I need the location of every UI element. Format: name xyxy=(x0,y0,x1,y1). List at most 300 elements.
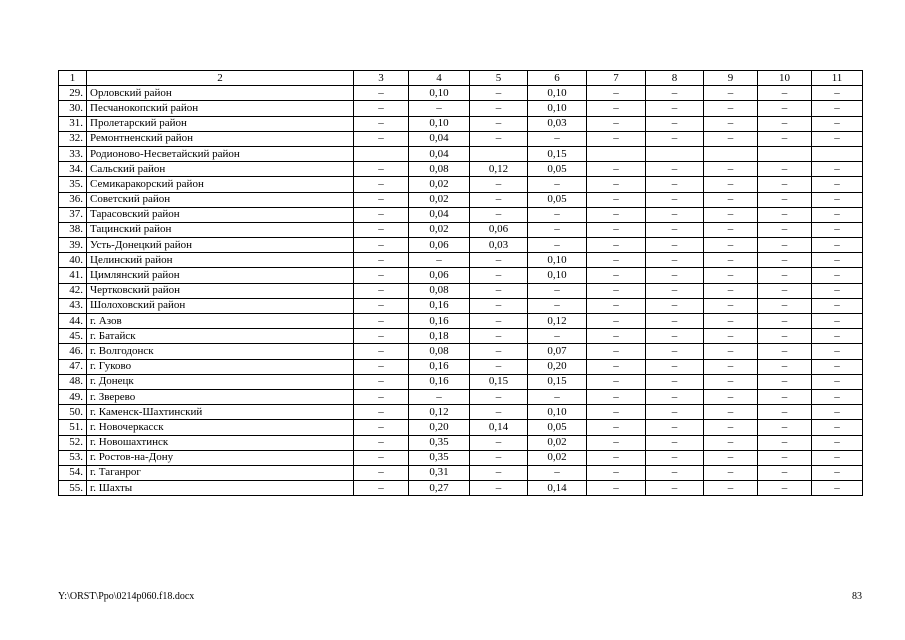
value-cell: – xyxy=(587,450,646,465)
value-cell: – xyxy=(587,283,646,298)
row-number-cell: 37. xyxy=(59,207,87,222)
territory-name-cell: Усть-Донецкий район xyxy=(87,238,354,253)
value-cell: – xyxy=(758,314,812,329)
value-cell: – xyxy=(758,374,812,389)
value-cell: 0,06 xyxy=(470,222,528,237)
territory-name-cell: г. Зверево xyxy=(87,389,354,404)
row-number-cell: 50. xyxy=(59,405,87,420)
value-cell xyxy=(587,146,646,161)
row-number-cell: 46. xyxy=(59,344,87,359)
value-cell: 0,02 xyxy=(409,192,470,207)
value-cell: – xyxy=(812,420,863,435)
value-cell: 0,05 xyxy=(528,162,587,177)
value-cell: – xyxy=(354,177,409,192)
value-cell: – xyxy=(812,405,863,420)
value-cell: 0,35 xyxy=(409,435,470,450)
table-row xyxy=(59,374,863,389)
value-cell: – xyxy=(812,192,863,207)
column-number-header: 2 xyxy=(87,71,354,86)
value-cell: – xyxy=(470,389,528,404)
value-cell: – xyxy=(704,283,758,298)
value-cell xyxy=(704,146,758,161)
table-row xyxy=(59,465,863,480)
footer-file-path: Y:\ORST\Ppo\0214p060.f18.docx xyxy=(58,591,195,602)
value-cell: 0,03 xyxy=(470,238,528,253)
value-cell: – xyxy=(587,86,646,101)
row-number-cell: 34. xyxy=(59,162,87,177)
value-cell: – xyxy=(812,450,863,465)
row-number-cell: 54. xyxy=(59,465,87,480)
value-cell: 0,14 xyxy=(470,420,528,435)
territory-name-cell: Цимлянский район xyxy=(87,268,354,283)
column-number-header: 5 xyxy=(470,71,528,86)
value-cell: – xyxy=(812,162,863,177)
row-number-cell: 38. xyxy=(59,222,87,237)
value-cell: 0,12 xyxy=(409,405,470,420)
value-cell: – xyxy=(354,420,409,435)
value-cell: – xyxy=(758,131,812,146)
value-cell: – xyxy=(354,329,409,344)
value-cell: – xyxy=(812,435,863,450)
value-cell: – xyxy=(704,329,758,344)
territory-name-cell: Чертковский район xyxy=(87,283,354,298)
value-cell: – xyxy=(758,238,812,253)
value-cell: – xyxy=(354,192,409,207)
value-cell: – xyxy=(354,253,409,268)
table-row xyxy=(59,420,863,435)
row-number-cell: 31. xyxy=(59,116,87,131)
value-cell: – xyxy=(409,101,470,116)
value-cell: – xyxy=(587,268,646,283)
value-cell: – xyxy=(646,268,704,283)
value-cell: – xyxy=(354,268,409,283)
value-cell: 0,14 xyxy=(528,481,587,496)
value-cell: – xyxy=(354,222,409,237)
value-cell: – xyxy=(758,86,812,101)
value-cell: – xyxy=(646,162,704,177)
value-cell: 0,20 xyxy=(409,420,470,435)
value-cell: – xyxy=(646,314,704,329)
row-number-cell: 52. xyxy=(59,435,87,450)
column-number-header: 4 xyxy=(409,71,470,86)
value-cell: – xyxy=(470,450,528,465)
value-cell: – xyxy=(812,465,863,480)
value-cell: – xyxy=(704,389,758,404)
table-row xyxy=(59,86,863,101)
territory-name-cell: Сальский район xyxy=(87,162,354,177)
value-cell: – xyxy=(704,207,758,222)
value-cell: – xyxy=(470,192,528,207)
value-cell: – xyxy=(354,283,409,298)
value-cell: – xyxy=(758,162,812,177)
value-cell: 0,02 xyxy=(409,222,470,237)
value-cell: – xyxy=(812,177,863,192)
value-cell: 0,06 xyxy=(409,268,470,283)
territory-name-cell: Родионово-Несветайский район xyxy=(87,146,354,161)
value-cell: 0,08 xyxy=(409,283,470,298)
value-cell: – xyxy=(704,192,758,207)
row-number-cell: 29. xyxy=(59,86,87,101)
value-cell: – xyxy=(812,131,863,146)
value-cell: – xyxy=(587,435,646,450)
territory-name-cell: г. Шахты xyxy=(87,481,354,496)
value-cell: 0,10 xyxy=(528,268,587,283)
value-cell: – xyxy=(528,238,587,253)
value-cell: – xyxy=(470,268,528,283)
column-number-header: 9 xyxy=(704,71,758,86)
value-cell: – xyxy=(587,101,646,116)
column-number-header: 11 xyxy=(812,71,863,86)
territory-name-cell: Тарасовский район xyxy=(87,207,354,222)
value-cell: 0,08 xyxy=(409,162,470,177)
table-row xyxy=(59,298,863,313)
value-cell: – xyxy=(587,131,646,146)
row-number-cell: 41. xyxy=(59,268,87,283)
value-cell: – xyxy=(354,86,409,101)
value-cell: – xyxy=(470,481,528,496)
value-cell: – xyxy=(646,465,704,480)
territory-name-cell: Пролетарский район xyxy=(87,116,354,131)
row-number-cell: 36. xyxy=(59,192,87,207)
value-cell: – xyxy=(646,374,704,389)
value-cell: – xyxy=(704,450,758,465)
table-row xyxy=(59,329,863,344)
value-cell: – xyxy=(758,116,812,131)
value-cell: 0,18 xyxy=(409,329,470,344)
value-cell: – xyxy=(704,481,758,496)
column-number-header: 1 xyxy=(59,71,87,86)
table-row xyxy=(59,101,863,116)
value-cell: 0,10 xyxy=(409,86,470,101)
column-number-header: 7 xyxy=(587,71,646,86)
value-cell: – xyxy=(587,420,646,435)
value-cell: – xyxy=(704,253,758,268)
value-cell: 0,16 xyxy=(409,314,470,329)
value-cell: – xyxy=(587,207,646,222)
value-cell: 0,05 xyxy=(528,420,587,435)
column-number-header: 10 xyxy=(758,71,812,86)
territory-name-cell: г. Гуково xyxy=(87,359,354,374)
value-cell: – xyxy=(354,374,409,389)
table-header-row xyxy=(59,71,863,86)
value-cell: – xyxy=(812,268,863,283)
value-cell: – xyxy=(704,314,758,329)
value-cell: – xyxy=(354,101,409,116)
value-cell: – xyxy=(354,238,409,253)
value-cell: – xyxy=(587,465,646,480)
territory-name-cell: Орловский район xyxy=(87,86,354,101)
value-cell: – xyxy=(646,238,704,253)
value-cell: – xyxy=(646,481,704,496)
value-cell: – xyxy=(704,268,758,283)
value-cell: – xyxy=(646,101,704,116)
value-cell: – xyxy=(409,253,470,268)
value-cell: – xyxy=(646,435,704,450)
value-cell: 0,12 xyxy=(528,314,587,329)
value-cell: – xyxy=(812,374,863,389)
value-cell: – xyxy=(470,131,528,146)
value-cell: – xyxy=(470,405,528,420)
value-cell: – xyxy=(587,314,646,329)
value-cell: – xyxy=(587,389,646,404)
value-cell: 0,07 xyxy=(528,344,587,359)
table-row xyxy=(59,314,863,329)
column-number-header: 8 xyxy=(646,71,704,86)
table-row xyxy=(59,481,863,496)
value-cell: 0,12 xyxy=(470,162,528,177)
value-cell: 0,10 xyxy=(528,253,587,268)
value-cell: – xyxy=(409,389,470,404)
value-cell: 0,15 xyxy=(528,374,587,389)
value-cell: – xyxy=(587,405,646,420)
value-cell: – xyxy=(354,465,409,480)
table-row xyxy=(59,283,863,298)
value-cell: 0,04 xyxy=(409,146,470,161)
column-number-header: 6 xyxy=(528,71,587,86)
table-row xyxy=(59,253,863,268)
row-number-cell: 39. xyxy=(59,238,87,253)
row-number-cell: 55. xyxy=(59,481,87,496)
value-cell: – xyxy=(587,481,646,496)
table-row xyxy=(59,405,863,420)
value-cell: – xyxy=(470,177,528,192)
value-cell: – xyxy=(646,450,704,465)
territory-name-cell: г. Новошахтинск xyxy=(87,435,354,450)
value-cell: – xyxy=(528,131,587,146)
value-cell: 0,02 xyxy=(409,177,470,192)
territory-name-cell: Тацинский район xyxy=(87,222,354,237)
territory-name-cell: Семикаракорский район xyxy=(87,177,354,192)
table-row xyxy=(59,359,863,374)
row-number-cell: 51. xyxy=(59,420,87,435)
value-cell: – xyxy=(758,192,812,207)
footer-page-number: 83 xyxy=(852,591,862,602)
value-cell: – xyxy=(812,253,863,268)
value-cell: 0,02 xyxy=(528,435,587,450)
value-cell: 0,27 xyxy=(409,481,470,496)
territory-name-cell: г. Новочеркасск xyxy=(87,420,354,435)
territory-name-cell: г. Азов xyxy=(87,314,354,329)
value-cell: – xyxy=(704,420,758,435)
value-cell: – xyxy=(470,435,528,450)
table-row xyxy=(59,268,863,283)
value-cell: – xyxy=(470,359,528,374)
value-cell: – xyxy=(470,465,528,480)
value-cell: – xyxy=(704,374,758,389)
value-cell: 0,16 xyxy=(409,298,470,313)
value-cell: – xyxy=(470,314,528,329)
value-cell: – xyxy=(354,481,409,496)
value-cell: – xyxy=(354,116,409,131)
value-cell: – xyxy=(587,359,646,374)
territory-name-cell: Ремонтненский район xyxy=(87,131,354,146)
value-cell: – xyxy=(646,116,704,131)
value-cell: – xyxy=(812,329,863,344)
value-cell: – xyxy=(528,207,587,222)
value-cell: – xyxy=(528,222,587,237)
value-cell: – xyxy=(470,329,528,344)
value-cell: – xyxy=(812,222,863,237)
table-row xyxy=(59,344,863,359)
value-cell: – xyxy=(646,405,704,420)
value-cell xyxy=(812,146,863,161)
territory-name-cell: Песчанокопский район xyxy=(87,101,354,116)
column-number-header: 3 xyxy=(354,71,409,86)
value-cell: – xyxy=(758,207,812,222)
value-cell: – xyxy=(646,207,704,222)
value-cell: – xyxy=(646,86,704,101)
table-row xyxy=(59,192,863,207)
territory-name-cell: Советский район xyxy=(87,192,354,207)
row-number-cell: 40. xyxy=(59,253,87,268)
value-cell: – xyxy=(354,131,409,146)
value-cell: – xyxy=(528,283,587,298)
value-cell: – xyxy=(646,329,704,344)
territory-name-cell: г. Ростов-на-Дону xyxy=(87,450,354,465)
value-cell: 0,08 xyxy=(409,344,470,359)
value-cell: 0,05 xyxy=(528,192,587,207)
value-cell: – xyxy=(704,359,758,374)
value-cell: – xyxy=(646,177,704,192)
value-cell: – xyxy=(470,298,528,313)
value-cell: – xyxy=(470,207,528,222)
territory-name-cell: г. Волгодонск xyxy=(87,344,354,359)
row-number-cell: 35. xyxy=(59,177,87,192)
value-cell: – xyxy=(528,389,587,404)
value-cell: 0,31 xyxy=(409,465,470,480)
table-body xyxy=(59,71,863,496)
value-cell: – xyxy=(704,405,758,420)
value-cell: – xyxy=(646,420,704,435)
table-row xyxy=(59,146,863,161)
value-cell: – xyxy=(758,405,812,420)
value-cell: 0,04 xyxy=(409,131,470,146)
value-cell: 0,35 xyxy=(409,450,470,465)
value-cell: – xyxy=(528,329,587,344)
value-cell: – xyxy=(470,86,528,101)
value-cell: – xyxy=(704,222,758,237)
value-cell: – xyxy=(587,298,646,313)
value-cell: – xyxy=(470,253,528,268)
row-number-cell: 45. xyxy=(59,329,87,344)
value-cell: – xyxy=(646,359,704,374)
territory-name-cell: г. Донецк xyxy=(87,374,354,389)
value-cell: – xyxy=(704,238,758,253)
value-cell: 0,16 xyxy=(409,374,470,389)
value-cell: – xyxy=(646,222,704,237)
territory-name-cell: г. Батайск xyxy=(87,329,354,344)
value-cell: 0,06 xyxy=(409,238,470,253)
value-cell: – xyxy=(704,298,758,313)
value-cell: – xyxy=(758,298,812,313)
value-cell: – xyxy=(354,450,409,465)
value-cell: – xyxy=(812,86,863,101)
table-row xyxy=(59,131,863,146)
table-row xyxy=(59,435,863,450)
value-cell: – xyxy=(758,253,812,268)
row-number-cell: 33. xyxy=(59,146,87,161)
table-row xyxy=(59,207,863,222)
row-number-cell: 43. xyxy=(59,298,87,313)
value-cell: 0,02 xyxy=(528,450,587,465)
value-cell: – xyxy=(758,177,812,192)
value-cell: – xyxy=(704,162,758,177)
value-cell: – xyxy=(704,131,758,146)
territory-name-cell: Целинский район xyxy=(87,253,354,268)
table-row xyxy=(59,116,863,131)
value-cell: – xyxy=(470,283,528,298)
value-cell: – xyxy=(646,131,704,146)
row-number-cell: 30. xyxy=(59,101,87,116)
value-cell: 0,15 xyxy=(470,374,528,389)
value-cell: – xyxy=(587,116,646,131)
value-cell: – xyxy=(812,298,863,313)
row-number-cell: 53. xyxy=(59,450,87,465)
territory-name-cell: Шолоховский район xyxy=(87,298,354,313)
table-row xyxy=(59,177,863,192)
value-cell: – xyxy=(354,162,409,177)
value-cell: – xyxy=(704,116,758,131)
row-number-cell: 44. xyxy=(59,314,87,329)
value-cell: – xyxy=(812,344,863,359)
value-cell: – xyxy=(528,465,587,480)
value-cell xyxy=(758,146,812,161)
value-cell: – xyxy=(354,405,409,420)
value-cell: – xyxy=(354,298,409,313)
value-cell: – xyxy=(354,435,409,450)
value-cell xyxy=(354,146,409,161)
value-cell: – xyxy=(758,435,812,450)
value-cell: – xyxy=(354,314,409,329)
value-cell: – xyxy=(758,389,812,404)
value-cell: – xyxy=(587,192,646,207)
value-cell: – xyxy=(587,162,646,177)
value-cell: – xyxy=(758,420,812,435)
value-cell: – xyxy=(587,177,646,192)
value-cell: – xyxy=(646,253,704,268)
value-cell: – xyxy=(470,344,528,359)
table-row xyxy=(59,238,863,253)
value-cell: – xyxy=(646,283,704,298)
value-cell: – xyxy=(812,389,863,404)
value-cell: – xyxy=(704,101,758,116)
value-cell: 0,10 xyxy=(409,116,470,131)
row-number-cell: 47. xyxy=(59,359,87,374)
value-cell: – xyxy=(646,298,704,313)
value-cell: 0,16 xyxy=(409,359,470,374)
value-cell: – xyxy=(758,283,812,298)
value-cell: – xyxy=(646,192,704,207)
table-row xyxy=(59,389,863,404)
value-cell xyxy=(646,146,704,161)
value-cell: 0,10 xyxy=(528,101,587,116)
value-cell: – xyxy=(587,222,646,237)
row-number-cell: 48. xyxy=(59,374,87,389)
table-row xyxy=(59,450,863,465)
value-cell: – xyxy=(812,116,863,131)
value-cell: – xyxy=(470,101,528,116)
value-cell: – xyxy=(812,238,863,253)
territory-name-cell: г. Каменск-Шахтинский xyxy=(87,405,354,420)
value-cell: 0,03 xyxy=(528,116,587,131)
value-cell: – xyxy=(812,101,863,116)
value-cell: – xyxy=(470,116,528,131)
value-cell: – xyxy=(758,465,812,480)
row-number-cell: 49. xyxy=(59,389,87,404)
value-cell: – xyxy=(812,283,863,298)
row-number-cell: 32. xyxy=(59,131,87,146)
territory-name-cell: г. Таганрог xyxy=(87,465,354,480)
